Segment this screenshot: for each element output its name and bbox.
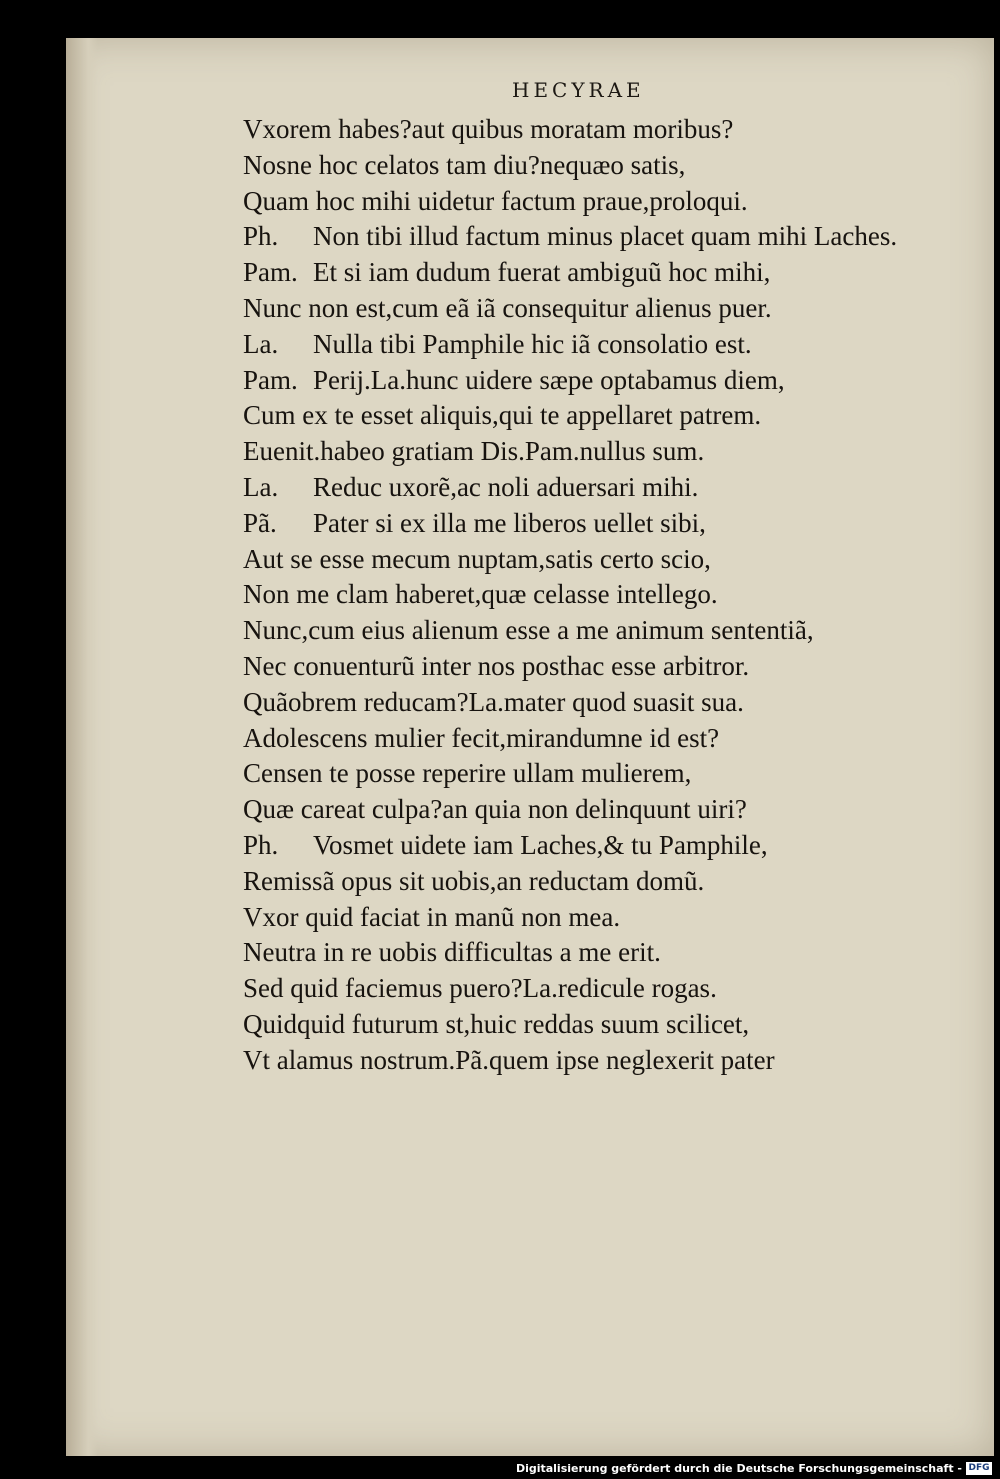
verse-line	[243, 935, 943, 971]
verse-line	[243, 398, 943, 434]
verse-text: Censen te posse reperire ullam mulierem,	[243, 758, 692, 789]
verse-text: Et si iam dudum fuerat ambiguũ hoc mihi,	[313, 257, 771, 288]
verse-text: Vxorem habes?aut quibus moratam moribus?	[243, 114, 734, 144]
verse-line	[243, 756, 943, 792]
speaker-label: La.	[243, 328, 279, 359]
verse-text: Euenit.habeo gratiam Dis.Pam.nullus sum.	[243, 436, 705, 467]
verse-line	[243, 828, 943, 864]
verse-line	[243, 219, 943, 255]
verse-line	[243, 327, 943, 363]
verse-line	[243, 506, 943, 542]
speaker-label: Pã.	[243, 507, 277, 538]
verse-text: Non me clam haberet,quæ celasse intellego.	[243, 579, 718, 610]
speaker-label: Ph.	[243, 221, 279, 252]
verse-text: Neutra in re uobis difficultas a me erit.	[243, 937, 661, 968]
verse-line	[243, 685, 943, 721]
verse-line	[243, 864, 943, 900]
verse-text: Vosmet uidete iam Laches,& tu Pamphile,	[313, 829, 768, 860]
verse-line	[243, 434, 943, 470]
verse-line	[243, 291, 943, 327]
verse-line	[243, 184, 943, 220]
verse-text: Cum ex te esset aliquis,qui te appellaret patrem.	[243, 400, 762, 431]
verse-line	[243, 112, 943, 148]
verse-text: Quæ careat culpa?an quia non delinquunt uiri?	[243, 794, 747, 825]
verse-line	[243, 363, 943, 399]
speaker-label: Pam.	[243, 364, 298, 395]
verse-text: Reduc uxorẽ,ac noli aduersari mihi.	[313, 471, 699, 502]
verse-text: Vxor quid faciat in manũ non mea.	[243, 901, 621, 932]
verse-text: Perij.La.hunc uidere sæpe optabamus diem,	[313, 364, 785, 395]
verse-text: Quãobrem reducam?La.mater quod suasit sua.	[243, 686, 744, 717]
verse-line	[243, 900, 943, 936]
verse-text-block	[243, 112, 943, 1079]
verse-text: Quidquid futurum st,huic reddas suum scilicet,	[243, 1008, 750, 1039]
verse-text: Nunc,cum eius alienum esse a me animum sententiã,	[243, 615, 814, 646]
running-head: HECYRAE	[512, 78, 645, 102]
footer-credit: Digitalisierung gefördert durch die Deutsche Forschungsgemeinschaft -	[515, 1462, 962, 1475]
verse-line	[243, 470, 943, 506]
verse-line	[243, 613, 943, 649]
verse-text: Aut se esse mecum nuptam,satis certo scio,	[243, 543, 711, 574]
verse-line	[243, 792, 943, 828]
verse-text: Vt alamus nostrum.Pã.quem ipse neglexerit pater	[243, 1044, 775, 1075]
verse-text: Nosne hoc celatos tam diu?nequæo satis,	[243, 149, 686, 180]
verse-text: Nec conuenturũ inter nos posthac esse arbitror.	[243, 650, 750, 681]
verse-text: Nunc non est,cum eã iã consequitur alienus puer.	[243, 292, 772, 323]
verse-line	[243, 1007, 943, 1043]
verse-line	[243, 721, 943, 757]
speaker-label: La.	[243, 471, 279, 502]
verse-line	[243, 577, 943, 613]
verse-text: Pater si ex illa me liberos uellet sibi,	[313, 507, 706, 538]
verse-line	[243, 255, 943, 291]
page-gutter-shadow	[66, 38, 98, 1456]
verse-line	[243, 542, 943, 578]
verse-line	[243, 649, 943, 685]
verse-text: Remissã opus sit uobis,an reductam domũ.	[243, 865, 705, 896]
verse-text: Quam hoc mihi uidetur factum praue,proloqui.	[243, 185, 748, 216]
verse-text: Non tibi illud factum minus placet quam mihi Laches.	[313, 221, 898, 252]
verse-line	[243, 971, 943, 1007]
speaker-label: Pam.	[243, 257, 298, 288]
verse-text: Adolescens mulier fecit,mirandumne id est?	[243, 722, 720, 753]
verse-line	[243, 148, 943, 184]
verse-line	[243, 1043, 943, 1079]
dfg-logo: DFG	[966, 1462, 992, 1475]
verse-text: Nulla tibi Pamphile hic iã consolatio est.	[313, 328, 752, 359]
verse-text: Sed quid faciemus puero?La.redicule rogas.	[243, 973, 717, 1004]
speaker-label: Ph.	[243, 829, 279, 860]
